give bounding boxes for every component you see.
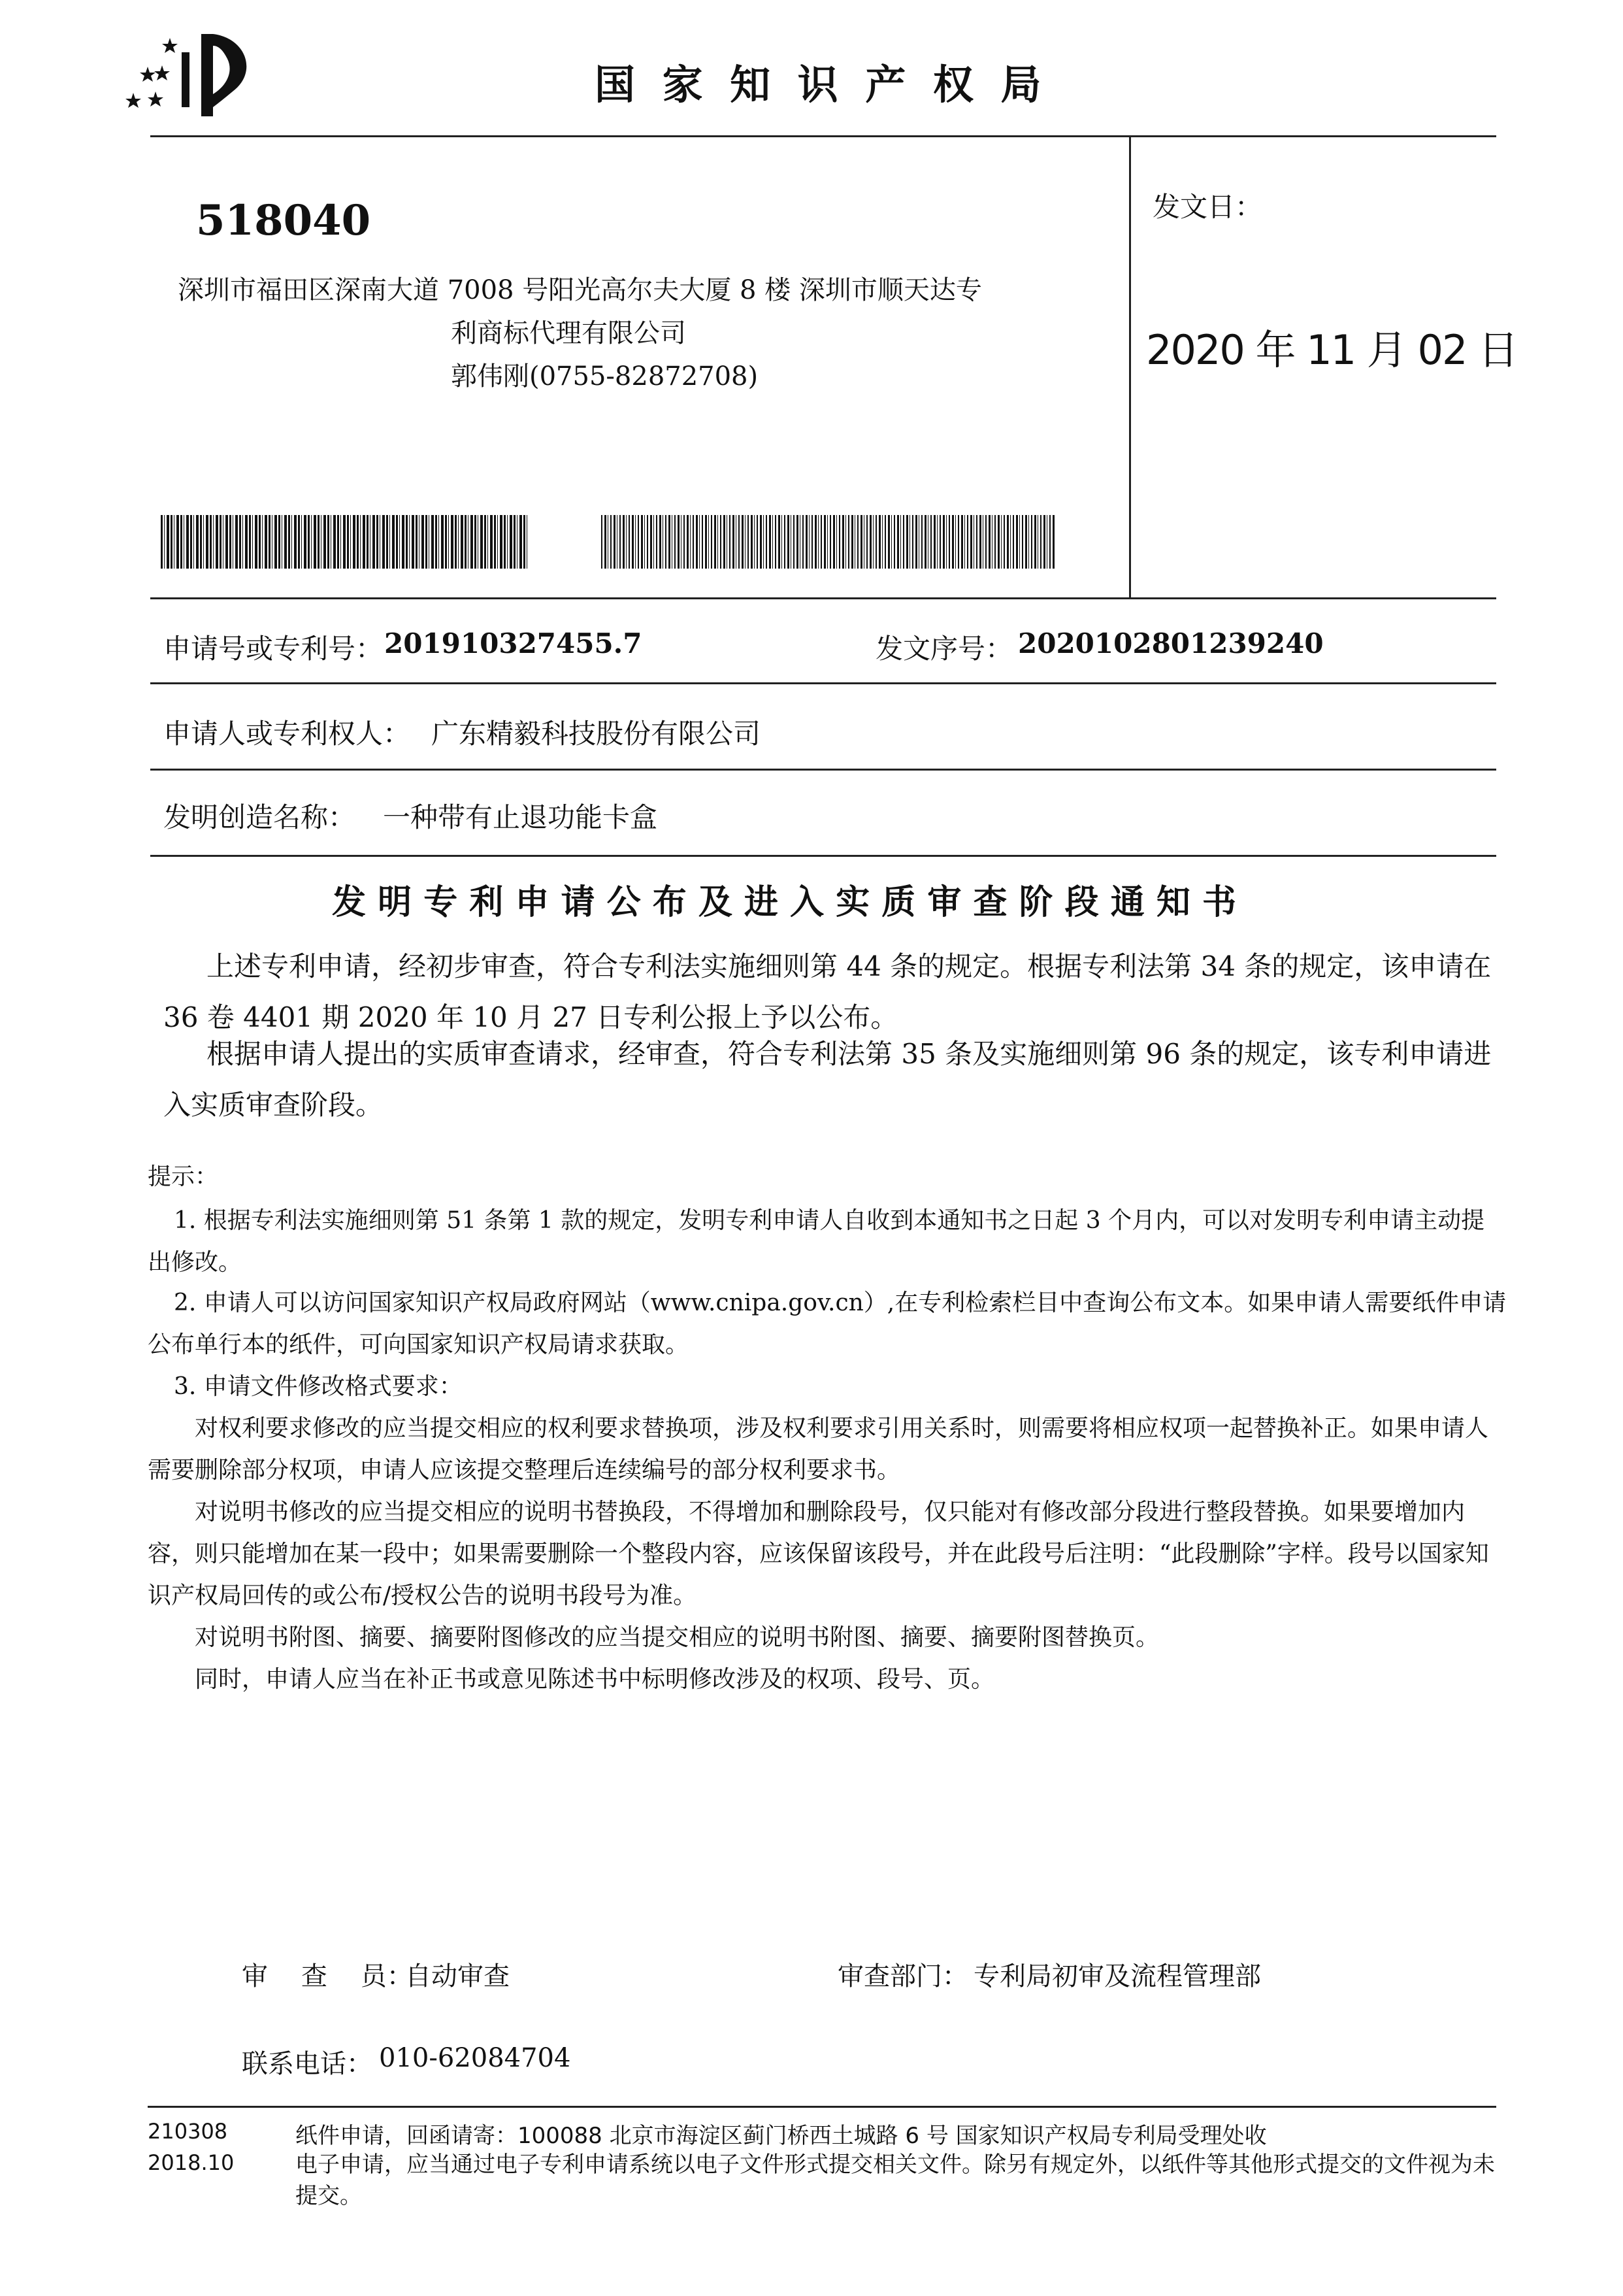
address-rule	[150, 597, 1496, 599]
tip-3d: 同时，申请人应当在补正书或意见陈述书中标明修改涉及的权项、段号、页。	[195, 1666, 995, 1693]
form-version: 2018.10	[148, 2150, 235, 2175]
department-label: 审查部门：	[838, 1961, 968, 1991]
postcode: 518040	[196, 196, 371, 245]
title-rule	[150, 855, 1496, 857]
app-no: 201910327455.7	[384, 627, 642, 659]
department: 专利局初审及流程管理部	[974, 1961, 1261, 1991]
org-name: 国 家 知 识 产 权 局	[595, 61, 1048, 108]
address-line-2: 利商标代理有限公司	[451, 318, 686, 348]
tip-3a: 对权利要求修改的应当提交相应的权利要求替换项，涉及权利要求引用关系时，则需要将相应权项一起替换补正。如果申请人需要删除部分权项，申请人应该提交整理后连续编号的部分权利要求书。	[148, 1415, 1489, 1484]
phone-label: 联系电话：	[242, 2049, 372, 2079]
examiner: 自动审查	[405, 1961, 510, 1991]
address-line-1: 深圳市福田区深南大道 7008 号阳光高尔夫大厦 8 楼 深圳市顺天达专	[178, 275, 982, 305]
applicant-rule	[150, 769, 1496, 771]
tip-2: 2. 申请人可以访问国家知识产权局政府网站（www.cnipa.gov.cn）,在专利检索栏目中查询公布文本。如果申请人需要纸件申请公布单行本的纸件，可向国家知识产权局请求获取。	[148, 1289, 1507, 1358]
tips-label: 提示：	[148, 1163, 219, 1190]
invention-title: 一种带有止退功能卡盒	[383, 801, 658, 833]
footer-rule	[148, 2106, 1496, 2108]
barcode-right	[601, 515, 1055, 569]
issue-date: 2020 年 11 月 02 日	[1146, 326, 1518, 374]
tip-3: 3. 申请文件修改格式要求：	[174, 1373, 463, 1400]
notice-paragraph-2: 根据申请人提出的实质审查请求，经审查，符合专利法第 35 条及实施细则第 96 条的规定，该专利申请进入实质审查阶段。	[163, 1038, 1492, 1121]
address-line-3: 郭伟刚(0755-82872708)	[451, 361, 759, 391]
date-box-divider	[1129, 135, 1131, 599]
serial-no: 2020102801239240	[1018, 627, 1324, 659]
app-no-label: 申请号或专利号：	[163, 633, 384, 665]
notice-heading: 发 明 专 利 申 请 公 布 及 进 入 实 质 审 查 阶 段 通 知 书	[332, 883, 1236, 922]
cnipa-logo	[122, 26, 252, 124]
applicant: 广东精毅科技股份有限公司	[431, 718, 761, 750]
tip-3c: 对说明书附图、摘要、摘要附图修改的应当提交相应的说明书附图、摘要、摘要附图替换页。	[195, 1624, 1160, 1651]
issue-date-label: 发文日：	[1153, 191, 1263, 223]
footer-electronic-note: 电子申请，应当通过电子专利申请系统以电子文件形式提交相关文件。除另有规定外，以纸件等其他形式提交的文件视为未提交。	[295, 2152, 1495, 2209]
notice-paragraph-1: 上述专利申请，经初步审查，符合专利法实施细则第 44 条的规定。根据专利法第 34 条的规定，该申请在 36 卷 4401 期 2020 年 10 月 27 日专利公报上予以公布。	[163, 950, 1492, 1033]
examiner-label: 审 查 员：	[242, 1961, 413, 1991]
phone: 010-62084704	[379, 2043, 571, 2073]
applicant-label: 申请人或专利权人：	[163, 718, 411, 750]
footer-paper-note: 纸件申请，回函请寄：100088 北京市海淀区蓟门桥西土城路 6 号 国家知识产权局专利局受理处收	[295, 2123, 1267, 2149]
barcode-left	[161, 515, 528, 569]
app-no-rule	[150, 682, 1496, 684]
tip-3b: 对说明书修改的应当提交相应的说明书替换段，不得增加和删除段号，仅只能对有修改部分段进行整段替换。如果要增加内容，则只能增加在某一段中；如果需要删除一个整段内容，应该保留该段号，并在此段号后注明：“此段删除”字样。段号以国家知识产权局回传的或公布/授权公告的说明书段号为准。	[148, 1499, 1489, 1609]
serial-label: 发文序号：	[876, 633, 1013, 665]
header-rule	[150, 135, 1496, 137]
invention-title-label: 发明创造名称：	[163, 801, 356, 833]
form-code: 210308	[148, 2119, 228, 2144]
tip-1: 1. 根据专利法实施细则第 51 条第 1 款的规定，发明专利申请人自收到本通知书之日起 3 个月内，可以对发明专利申请主动提出修改。	[148, 1207, 1485, 1276]
